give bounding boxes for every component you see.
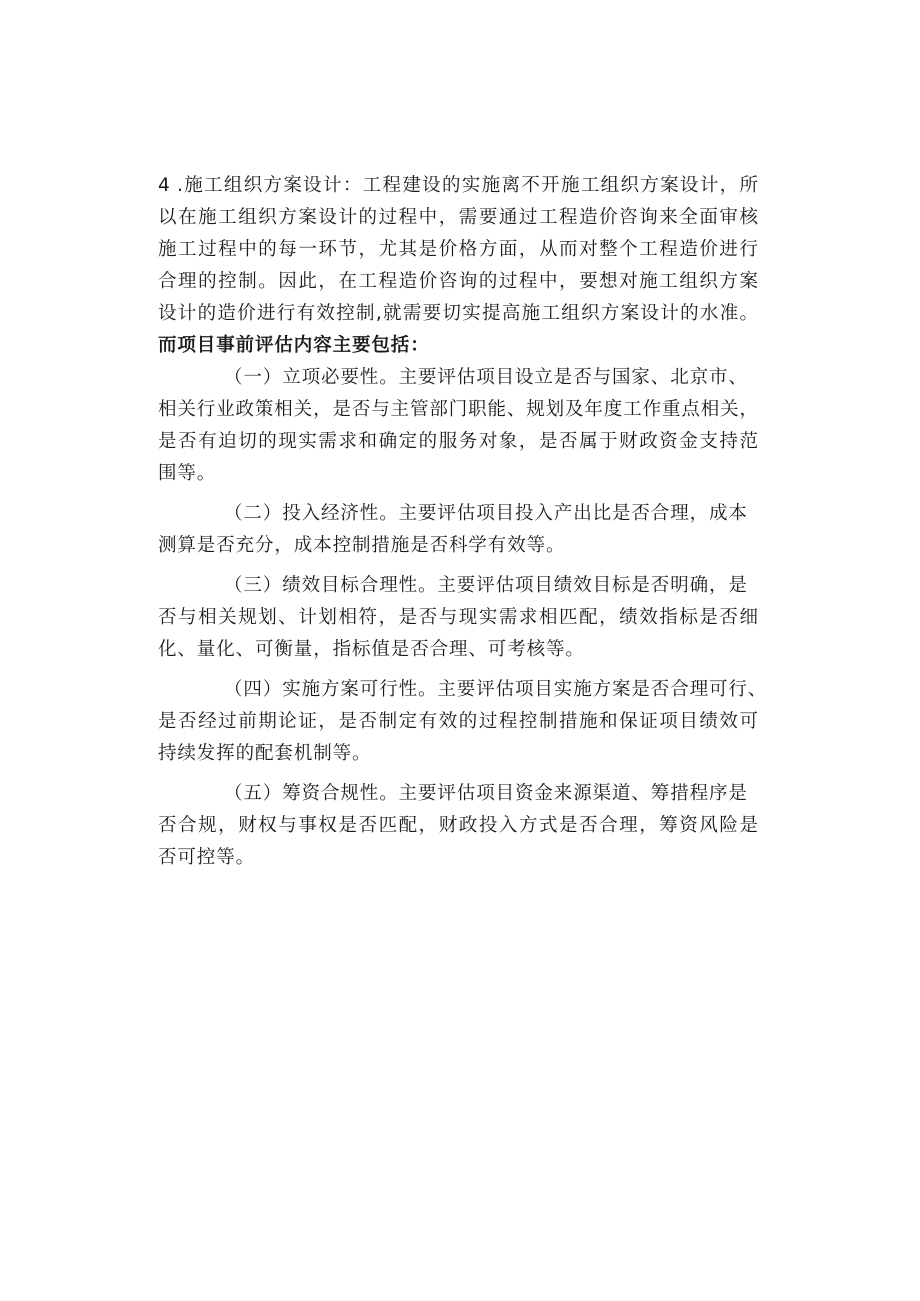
paragraph-item-compliance xyxy=(158,778,758,874)
text-line: （三）绩效目标合理性。主要评估项目绩效目标是否明确，是 xyxy=(224,575,748,596)
paragraph-construction-plan-design xyxy=(158,170,758,330)
text-line: 4 .施工组织方案设计：工程建设的实施离不开施工组织方案设计，所 xyxy=(158,175,758,196)
paragraph-item-economy xyxy=(158,498,758,562)
text-line: 测算是否充分，成本控制措施是否科学有效等。 xyxy=(158,535,566,556)
section-heading xyxy=(158,330,758,362)
heading-line: 而项目事前评估内容主要包括： xyxy=(158,335,430,356)
text-line: （五）筹资合规性。主要评估项目资金来源渠道、筹措程序是 xyxy=(224,783,748,804)
text-line: （二）投入经济性。主要评估项目投入产出比是否合理，成本 xyxy=(224,503,748,524)
text-line: 否可控等。 xyxy=(158,847,256,868)
paragraph-item-feasibility xyxy=(158,674,768,770)
text-line: （一）立项必要性。主要评估项目设立是否与国家、北京市、 xyxy=(224,367,748,388)
text-line: 否合规，财权与事权是否匹配，财政投入方式是否合理，筹资风险是 xyxy=(158,815,758,836)
text-line: 化、量化、可衡量，指标值是否合理、可考核等。 xyxy=(158,639,585,660)
text-line: 否与相关规划、计划相符，是否与现实需求相匹配，绩效指标是否细 xyxy=(158,607,758,628)
text-line: 设计的造价进行有效控制,就需要切实提高施工组织方案设计的水准。 xyxy=(158,303,758,324)
text-line: 持续发挥的配套机制等。 xyxy=(158,743,372,764)
text-line: 是否经过前期论证，是否制定有效的过程控制措施和保证项目绩效可 xyxy=(158,711,758,732)
text-line: 施工过程中的每一环节，尤其是价格方面，从而对整个工程造价进行 xyxy=(158,239,758,260)
paragraph-item-necessity xyxy=(158,362,758,490)
text-line: 以在施工组织方案设计的过程中，需要通过工程造价咨询来全面审核 xyxy=(158,207,758,228)
text-line: 是否有迫切的现实需求和确定的服务对象，是否属于财政资金支持范 xyxy=(158,431,758,452)
text-line: 围等。 xyxy=(158,463,217,484)
text-line: （四）实施方案可行性。主要评估项目实施方案是否合理可行、 xyxy=(224,679,768,700)
text-line: 相关行业政策相关，是否与主管部门职能、规划及年度工作重点相关， xyxy=(158,399,758,420)
text-line: 合理的控制。因此，在工程造价咨询的过程中，要想对施工组织方案 xyxy=(158,271,758,292)
document-body xyxy=(158,170,768,874)
paragraph-item-performance-goals xyxy=(158,570,758,666)
